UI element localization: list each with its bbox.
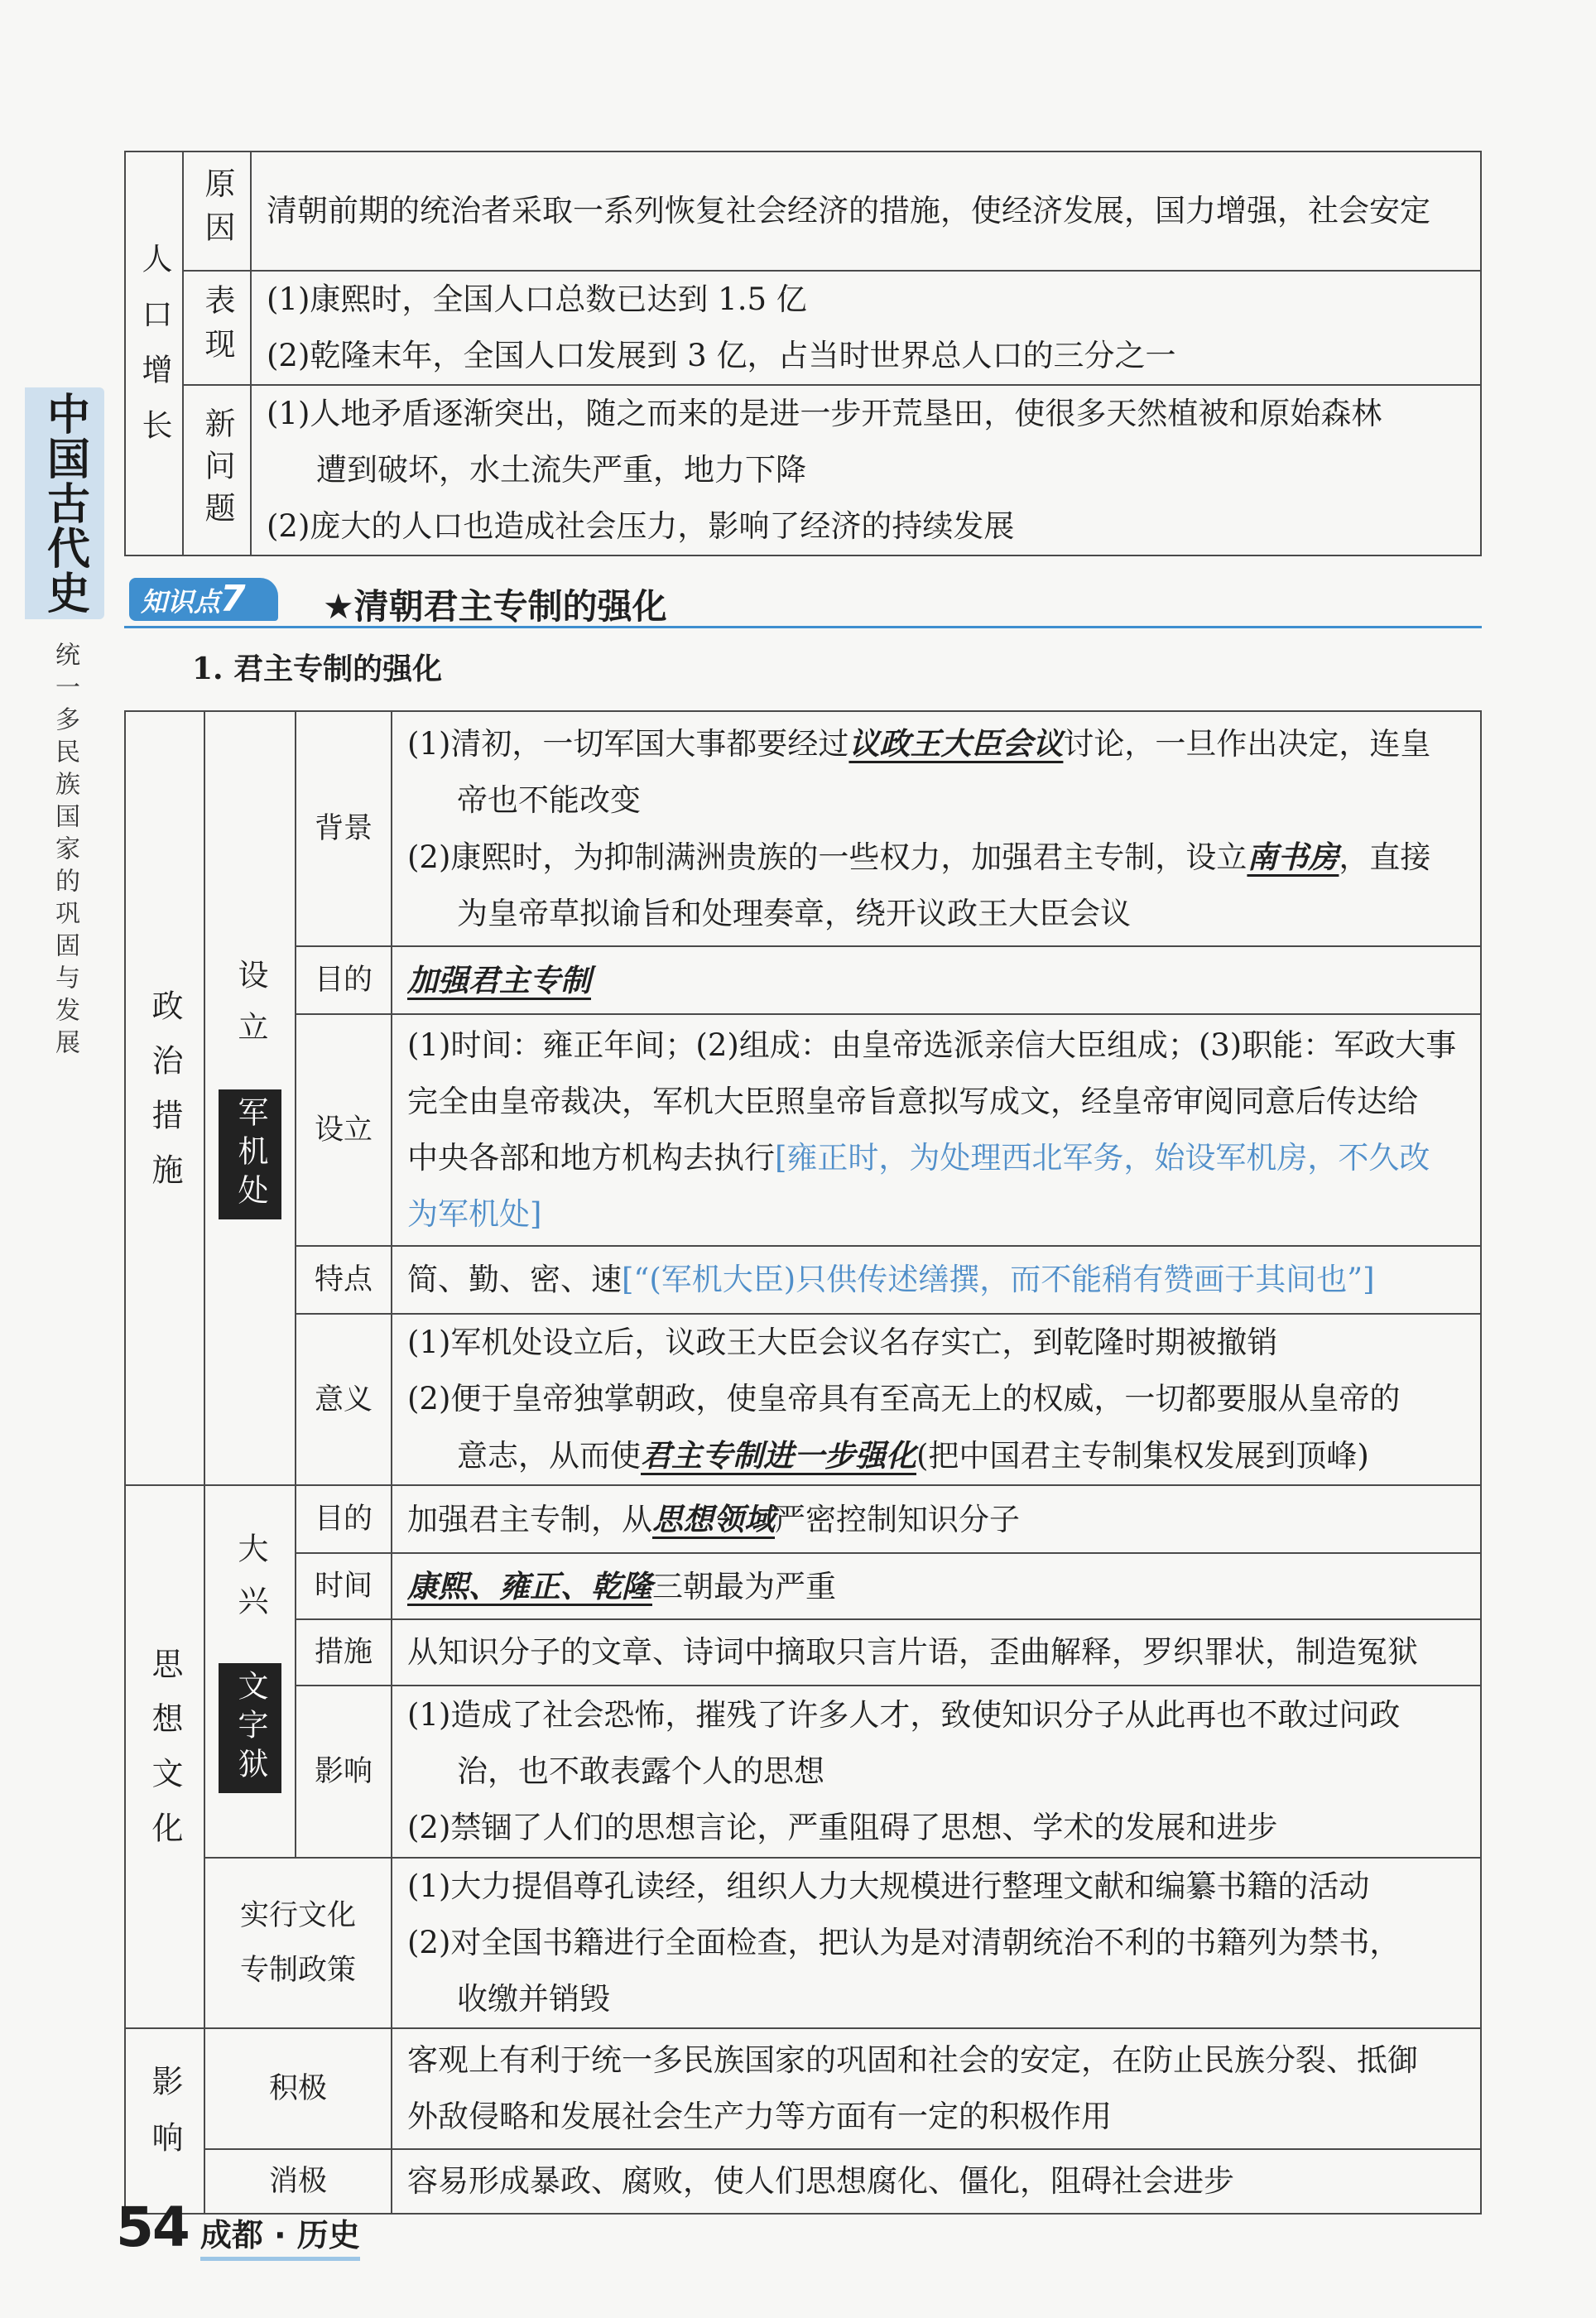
badge-number: 7 <box>220 578 246 620</box>
cultural-policy-text <box>392 1858 1481 2028</box>
significance-label: 意义 <box>296 1314 392 1485</box>
daxing-label: 大兴 <box>233 1532 268 1637</box>
significance-text <box>392 1314 1481 1485</box>
background-line-2 <box>407 829 1465 886</box>
measures-text: 从知识分子的文章、诗词中摘取只言片语，歪曲解释，罗织罪状，制造冤狱 <box>392 1619 1481 1686</box>
feature-note: [“(军机大臣)只供传述缮撰，而不能稍有赞画于其间也”] <box>622 1262 1375 1297</box>
new-problem-line-2: (2)庞大的人口也造成社会压力，影响了经济的持续发展 <box>267 508 1015 544</box>
yy3b: (把中国君主专制集权发展到顶峰) <box>916 1438 1369 1474</box>
performance-line-2: (2)乾隆末年，全国人口发展到 3 亿，占当时世界总人口的三分之一 <box>267 338 1176 373</box>
badge-text: 知识点 <box>141 586 221 618</box>
row-label-cause: 原因 <box>183 151 251 271</box>
impact-label: 影响 <box>296 1686 392 1858</box>
establish-note-b: 为军机处] <box>407 1196 542 1232</box>
time-rest: 三朝最为严重 <box>652 1568 836 1604</box>
page-number: 54 <box>116 2195 189 2259</box>
feature-text <box>392 1246 1481 1314</box>
bg1-keyword: 议政王大臣会议 <box>848 725 1064 762</box>
book-title: 成都 · 历史 <box>200 2210 360 2261</box>
wenziyu-label <box>204 1485 296 1858</box>
time-keyword: 康熙、雍正、乾隆 <box>407 1567 652 1604</box>
influence-label: 影响 <box>125 2028 204 2214</box>
knowledge-point-badge <box>129 578 278 621</box>
establish-label: 设立 <box>296 1014 392 1246</box>
row-label-new-problem: 新问题 <box>183 385 251 555</box>
background-label: 背景 <box>296 711 392 946</box>
establish-line-3-text: 中央各部和地方机构去执行 <box>407 1140 775 1176</box>
new-problem-line-1b: 遭到破坏，水土流失严重，地力下降 <box>316 452 806 488</box>
significance-line-3 <box>407 1427 1465 1484</box>
positive-text <box>392 2028 1481 2149</box>
setup-label: 设立 <box>233 959 268 1063</box>
background-text <box>392 711 1481 946</box>
establish-text <box>392 1014 1481 1246</box>
new-problem-text <box>251 385 1481 555</box>
purpose-text <box>392 946 1481 1014</box>
bg2b: ，直接 <box>1339 839 1431 875</box>
wz-purpose-text <box>392 1485 1481 1553</box>
establish-line-1: (1)时间：雍正年间；(2)组成：由皇帝选派亲信大臣组成；(3)职能：军政大事 <box>407 1027 1457 1063</box>
yy3a: 意志，从而使 <box>457 1438 641 1474</box>
time-text <box>392 1553 1481 1619</box>
bg1a: (1)清初，一切军国大事都要经过 <box>407 726 849 762</box>
new-problem-line-1: (1)人地矛盾逐渐突出，随之而来的是进一步开荒垦田，使很多天然植被和原始森林 <box>267 396 1382 431</box>
population-table <box>124 151 1482 556</box>
wmd-a: 加强君主专制，从 <box>407 1501 652 1537</box>
performance-text <box>251 271 1481 385</box>
significance-line-2: (2)便于皇帝独掌朝政，使皇帝具有至高无上的权威，一切都要服从皇帝的 <box>407 1381 1401 1416</box>
bg2a: (2)康熙时，为抑制满洲贵族的一些权力，加强君主专制，设立 <box>407 839 1247 875</box>
junjichu-label <box>204 711 296 1485</box>
performance-line-1: (1)康熙时，全国人口总数已达到 1.5 亿 <box>267 281 807 317</box>
side-subtitle: 统一多民族国家的巩固与发展 <box>50 642 79 1061</box>
wz-purpose-keyword: 思想领域 <box>652 1500 775 1537</box>
cultural-policy-label-a: 实行文化 <box>239 1899 356 1932</box>
cultural-policy-line-2: (2)对全国书籍进行全面检查，把认为是对清朝统治不利的书籍列为禁书， <box>407 1925 1401 1960</box>
subsection-title: 1. 君主专制的强化 <box>192 652 443 686</box>
feature-main: 简、勤、密、速 <box>407 1262 622 1297</box>
cultural-policy-line-2b: 收缴并销毁 <box>457 1981 610 2017</box>
purpose-keyword: 加强君主专制 <box>407 961 591 998</box>
bg2-keyword: 南书房 <box>1247 839 1339 875</box>
establish-note-a: [雍正时，为处理西北军务，始设军机房，不久改 <box>775 1140 1430 1176</box>
feature-label: 特点 <box>296 1246 392 1314</box>
background-line-1b: 帝也不能改变 <box>457 782 641 818</box>
section-title: ★清朝君主专制的强化 <box>323 586 667 627</box>
junjichu-badge: 军机处 <box>219 1089 281 1219</box>
impact-line-1: (1)造成了社会恐怖，摧残了许多人才，致使知识分子从此再也不敢过问政 <box>407 1697 1401 1733</box>
population-group-label: 人口增长 <box>125 151 183 555</box>
establish-line-3 <box>407 1130 1465 1186</box>
positive-line-1: 客观上有利于统一多民族国家的巩固和社会的安定，在防止民族分裂、抵御 <box>407 2042 1418 2078</box>
time-label: 时间 <box>296 1553 392 1619</box>
cause-text: 清朝前期的统治者采取一系列恢复社会经济的措施，使经济发展，国力增强，社会安定 <box>251 151 1481 271</box>
side-tab-label: 中国古代史 <box>39 392 89 615</box>
positive-label: 积极 <box>204 2028 392 2149</box>
negative-text: 容易形成暴政、腐败，使人们思想腐化、僵化，阻碍社会进步 <box>392 2149 1481 2214</box>
cultural-policy-label <box>204 1858 392 2028</box>
thought-culture-label: 思想文化 <box>125 1485 204 2028</box>
background-line-2b: 为皇帝草拟谕旨和处理奏章，绕开议政王大臣会议 <box>457 896 1131 931</box>
row-label-performance: 表现 <box>183 271 251 385</box>
impact-line-1b: 治，也不敢表露个人的思想 <box>457 1753 824 1789</box>
knowledge-point-header <box>124 578 1482 628</box>
impact-text <box>392 1686 1481 1858</box>
impact-line-2: (2)禁锢了人们的思想言论，严重阻碍了思想、学术的发展和进步 <box>407 1810 1278 1845</box>
side-tab <box>25 387 104 619</box>
page-footer <box>116 2195 360 2261</box>
political-measures-label: 政治措施 <box>125 711 204 1485</box>
cultural-policy-line-1: (1)大力提倡尊孔读经，组织人力大规模进行整理文献和编纂书籍的活动 <box>407 1868 1370 1904</box>
purpose-label: 目的 <box>296 946 392 1014</box>
background-line-1 <box>407 715 1465 772</box>
measures-label: 措施 <box>296 1619 392 1686</box>
significance-keyword: 君主专制进一步强化 <box>641 1437 916 1474</box>
autocracy-table <box>124 710 1482 2215</box>
cultural-policy-label-b: 专制政策 <box>239 1954 356 1987</box>
establish-line-2: 完全由皇帝裁决，军机大臣照皇帝旨意拟写成文，经皇帝审阅同意后传达给 <box>407 1084 1418 1119</box>
negative-label: 消极 <box>204 2149 392 2214</box>
significance-line-1: (1)军机处设立后，议政王大臣会议名存实亡，到乾隆时期被撤销 <box>407 1325 1278 1360</box>
wz-purpose-label: 目的 <box>296 1485 392 1553</box>
bg1b: 讨论，一旦作出决定，连皇 <box>1063 726 1431 762</box>
wmd-b: 严密控制知识分子 <box>775 1501 1020 1537</box>
wenziyu-badge: 文字狱 <box>219 1663 281 1793</box>
positive-line-2: 外敌侵略和发展社会生产力等方面有一定的积极作用 <box>407 2099 1112 2134</box>
